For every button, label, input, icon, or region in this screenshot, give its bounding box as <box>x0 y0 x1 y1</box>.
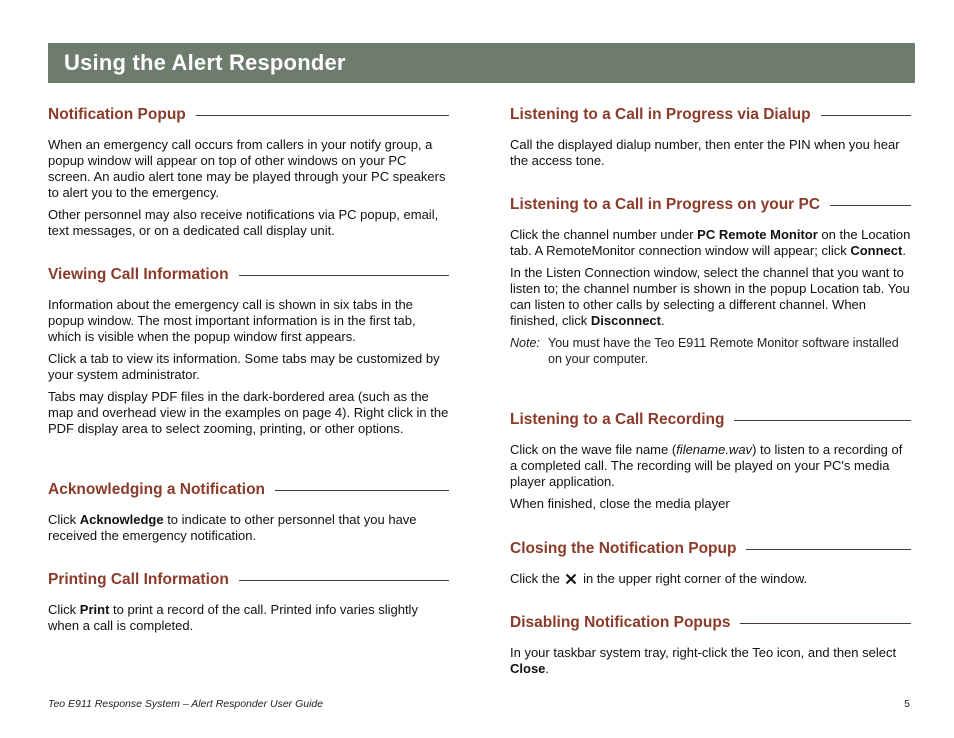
paragraph: Call the displayed dialup number, then enter the PIN when you hear the access tone. <box>510 137 900 168</box>
page-title: Using the Alert Responder <box>64 50 346 75</box>
heading-rule <box>830 205 911 206</box>
section-heading: Viewing Call Information <box>48 266 449 284</box>
section-notification-popup <box>48 106 449 239</box>
note <box>510 335 911 367</box>
paragraph: Click Acknowledge to indicate to other personnel that you have received the emergency notification. <box>48 512 417 543</box>
paragraph: When finished, close the media player <box>510 496 730 511</box>
heading-rule <box>734 420 911 421</box>
section-heading: Listening to a Call in Progress via Dialup <box>510 106 911 124</box>
section-closing <box>510 540 911 589</box>
note-text: You must have the Teo E911 Remote Monitor software installed on your computer. <box>548 336 899 366</box>
paragraph: In the Listen Connection window, select the channel that you want to listen to; the channel number is shown in the popup Location tab. You can listen to other calls by selecting a different channel. When finished, click Disconnect. <box>510 265 910 328</box>
paragraph: Click the channel number under PC Remote Monitor on the Location tab. A RemoteMonitor connection window will appear; click Connect. <box>510 227 911 258</box>
title-banner <box>48 43 915 83</box>
acknowledge-term: Acknowledge <box>79 512 164 527</box>
section-heading: Listening to a Call in Progress on your PC <box>510 196 911 214</box>
print-term: Print <box>79 602 110 617</box>
paragraph: Click Print to print a record of the call. Printed info varies slightly when a call is completed. <box>48 602 418 633</box>
page-number: 5 <box>904 698 910 710</box>
paragraph: Tabs may display PDF files in the dark-bordered area (such as the map and overhead view in the examples on page 4). Right click in the PDF display area to select zooming, printing, or other options. <box>48 389 449 436</box>
section-printing <box>48 571 449 634</box>
heading-rule <box>239 275 449 276</box>
section-recording <box>510 411 911 512</box>
paragraph: Click on the wave file name (filename.wav) to listen to a recording of a completed call. The recording will be played on your PC's media player application. <box>510 442 903 489</box>
section-heading: Closing the Notification Popup <box>510 540 911 558</box>
paragraph: In your taskbar system tray, right-click the Teo icon, and then select Close. <box>510 645 897 676</box>
section-heading: Printing Call Information <box>48 571 449 589</box>
section-viewing-call-information <box>48 266 449 437</box>
section-heading: Disabling Notification Popups <box>510 614 911 632</box>
paragraph: Click the in the upper right corner of the window. <box>510 571 911 589</box>
section-acknowledging <box>48 481 449 544</box>
heading-rule <box>196 115 449 116</box>
paragraph: Other personnel may also receive notifications via PC popup, email, text messages, or on a dedicated call display unit. <box>48 207 439 238</box>
footer-title: Teo E911 Response System – Alert Responder User Guide <box>48 698 324 710</box>
section-heading: Listening to a Call Recording <box>510 411 911 429</box>
close-x-icon <box>565 573 577 589</box>
heading-rule <box>275 490 449 491</box>
heading-rule <box>239 580 449 581</box>
close-term: Close <box>510 661 546 676</box>
heading-rule <box>740 623 911 624</box>
paragraph: Information about the emergency call is shown in six tabs in the popup window. The most important information is in the first tab, which is visible when the popup window first appears. <box>48 297 416 344</box>
section-on-pc <box>510 196 911 367</box>
section-heading: Acknowledging a Notification <box>48 481 449 499</box>
note-label: Note: <box>510 336 540 350</box>
section-disabling <box>510 614 911 677</box>
filename-term: filename.wav <box>676 442 753 457</box>
pc-remote-monitor-term: PC Remote Monitor <box>697 227 818 242</box>
heading-rule <box>821 115 911 116</box>
paragraph: Click a tab to view its information. Some tabs may be customized by your system administrator. <box>48 351 440 382</box>
disconnect-term: Disconnect <box>590 313 661 328</box>
section-dialup <box>510 106 911 169</box>
connect-term: Connect <box>850 243 903 258</box>
paragraph: When an emergency call occurs from callers in your notify group, a popup window will appear on top of other windows on your PC screen. An audio alert tone may be played through your PC speakers to alert you to the emergency. <box>48 137 446 200</box>
heading-rule <box>746 549 911 550</box>
section-heading: Notification Popup <box>48 106 449 124</box>
